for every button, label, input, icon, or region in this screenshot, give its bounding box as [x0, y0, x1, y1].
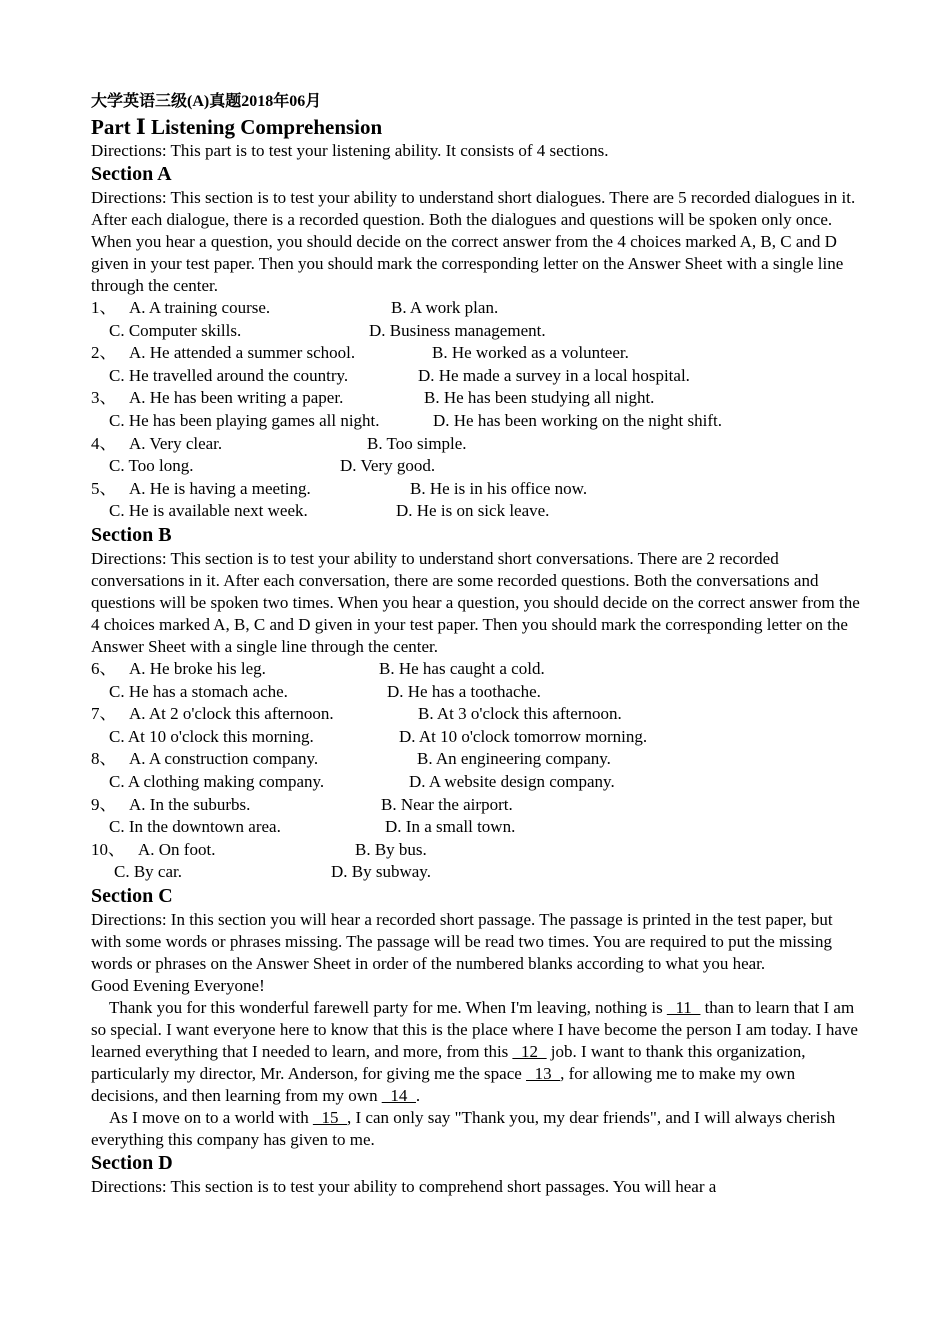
option-d: D. Very good. [340, 456, 436, 476]
question-row [91, 794, 861, 817]
option-a: A. In the suburbs. [129, 794, 251, 814]
option-c: C. He has a stomach ache. [109, 681, 288, 701]
option-b: B. He is in his office now. [410, 478, 588, 498]
section-a-directions: Directions: This section is to test your ability to understand short dialogues. There are 5 recorded dialogues in it. After each dialogue, there is a recorded question. Both the dialogues and questions will be spoken only once. When you hear a question, you should decide on the correct answer from the 4 choices marked A, B, C and D given in your test paper. Then you should mark the corresponding letter on the Answer Sheet with a single line through the center. [91, 188, 856, 295]
question-number: 10、 [91, 839, 125, 859]
option-b: B. Too simple. [367, 433, 467, 453]
option-d: D. Business management. [369, 320, 546, 340]
option-c: C. He is available next week. [109, 501, 308, 521]
question-number: 5、 [91, 478, 117, 498]
question-row [91, 839, 861, 862]
option-d: D. A website design company. [409, 771, 615, 791]
question-row [91, 433, 861, 456]
part-title: Part Ⅰ Listening Comprehension [91, 115, 383, 139]
blank-14: _14_ [381, 1085, 416, 1105]
option-b: B. By bus. [355, 839, 427, 859]
question-row [91, 297, 861, 320]
option-c: C. He travelled around the country. [109, 365, 349, 385]
section-c-directions: Directions: In this section you will hear a recorded short passage. The passage is printed in the test paper, but with some words or phrases missing. The passage will be read two times. You are required to put the missing words or phrases on the Answer Sheet in order of the numbered blanks according to what you hear. [91, 909, 833, 973]
question-row [91, 681, 861, 704]
question-row [91, 771, 861, 794]
option-d: D. In a small town. [385, 817, 516, 837]
option-b: B. He worked as a volunteer. [432, 343, 629, 363]
passage-text: job. I want to thank this organization, particularly my director, Mr. Anderson, for giving me the space [91, 1041, 806, 1083]
passage-text: Thank you for this wonderful farewell party for me. When I'm leaving, nothing is [109, 997, 667, 1017]
option-d: D. By subway. [331, 862, 431, 882]
section-a-title: Section A [91, 163, 172, 185]
option-d: D. He has a toothache. [387, 681, 541, 701]
option-a: A. At 2 o'clock this afternoon. [129, 704, 334, 724]
option-a: A. He has been writing a paper. [129, 388, 344, 408]
question-row [91, 748, 861, 771]
document-title: 大学英语三级(A)真题2018年06月 [91, 93, 322, 110]
option-b: B. He has been studying all night. [424, 388, 655, 408]
blank-15: _15_ [312, 1107, 347, 1127]
section-b-questions [91, 658, 861, 884]
question-number: 8、 [91, 749, 117, 769]
option-d: D. At 10 o'clock tomorrow morning. [399, 726, 648, 746]
option-b: B. An engineering company. [417, 749, 611, 769]
question-number: 7、 [91, 704, 117, 724]
option-c: C. He has been playing games all night. [109, 410, 380, 430]
passage-greeting: Good Evening Everyone! [91, 975, 265, 995]
blank-11: _11_ [666, 997, 701, 1017]
passage-text: . [415, 1085, 421, 1105]
question-row [91, 320, 861, 343]
question-row [91, 342, 861, 365]
question-number: 9、 [91, 794, 117, 814]
section-a-questions [91, 297, 861, 523]
question-number: 1、 [91, 298, 117, 317]
question-number: 2、 [91, 343, 117, 363]
passage-text: than to learn that I am so special. I want everyone here to know that this is the place where I have become the person I am today. I have learned everything that I needed to learn, and more, from this [91, 997, 858, 1061]
blank-12: _12_ [512, 1041, 547, 1061]
option-c: C. By car. [114, 862, 182, 882]
question-row [91, 455, 861, 478]
option-d: D. He has been working on the night shift. [433, 410, 722, 430]
section-c-title: Section C [91, 884, 173, 907]
question-row [91, 410, 861, 433]
passage-paragraph [91, 997, 861, 1107]
question-row [91, 726, 861, 749]
option-c: C. Computer skills. [109, 320, 242, 340]
option-c: C. A clothing making company. [109, 771, 325, 791]
question-row [91, 500, 861, 523]
question-number: 6、 [91, 658, 117, 678]
passage-text: , for allowing me to make my own decisions, and then learning from my own [91, 1063, 796, 1105]
section-b-directions: Directions: This section is to test your ability to understand short conversations. There are 2 recorded conversations in it. After each conversation, there are some recorded questions. Both the conversations and questions will be spoken two times. When you hear a question, you should decide on the correct answer from the 4 choices marked A, B, C and D given in your test paper. Then you should mark the corresponding letter on the Answer Sheet with a single line through the center. [91, 548, 860, 656]
option-b: B. A work plan. [391, 298, 499, 317]
passage-text: , I can only say "Thank you, my dear friends", and I will always cherish everything this company has given to me. [91, 1107, 836, 1149]
question-row [91, 387, 861, 410]
question-number: 3、 [91, 388, 117, 408]
option-a: A. A construction company. [129, 749, 319, 769]
option-b: B. Near the airport. [381, 794, 513, 814]
option-a: A. On foot. [138, 839, 216, 859]
document-page [91, 90, 861, 1198]
passage-text: As I move on to a world with [109, 1107, 313, 1127]
option-c: C. In the downtown area. [109, 817, 281, 837]
option-d: D. He is on sick leave. [396, 501, 550, 521]
section-d-directions: Directions: This section is to test your ability to comprehend short passages. You will hear a [91, 1176, 717, 1196]
option-a: A. He is having a meeting. [129, 478, 311, 498]
option-b: B. At 3 o'clock this afternoon. [418, 704, 622, 724]
option-c: C. Too long. [109, 456, 194, 476]
part-directions: Directions: This part is to test your listening ability. It consists of 4 sections. [91, 141, 609, 160]
question-number: 4、 [91, 433, 117, 453]
option-a: A. Very clear. [129, 433, 223, 453]
question-row [91, 816, 861, 839]
option-c: C. At 10 o'clock this morning. [109, 726, 314, 746]
option-a: A. A training course. [129, 298, 271, 317]
option-a: A. He broke his leg. [129, 658, 266, 678]
option-a: A. He attended a summer school. [129, 343, 356, 363]
passage-paragraph [91, 1107, 861, 1151]
question-row [91, 478, 861, 501]
blank-13: _13_ [526, 1063, 561, 1083]
section-b-title: Section B [91, 523, 172, 546]
question-row [91, 861, 861, 884]
section-d-title: Section D [91, 1151, 173, 1174]
option-d: D. He made a survey in a local hospital. [418, 365, 690, 385]
question-row [91, 703, 861, 726]
question-row [91, 365, 861, 388]
question-row [91, 658, 861, 681]
option-b: B. He has caught a cold. [379, 658, 545, 678]
